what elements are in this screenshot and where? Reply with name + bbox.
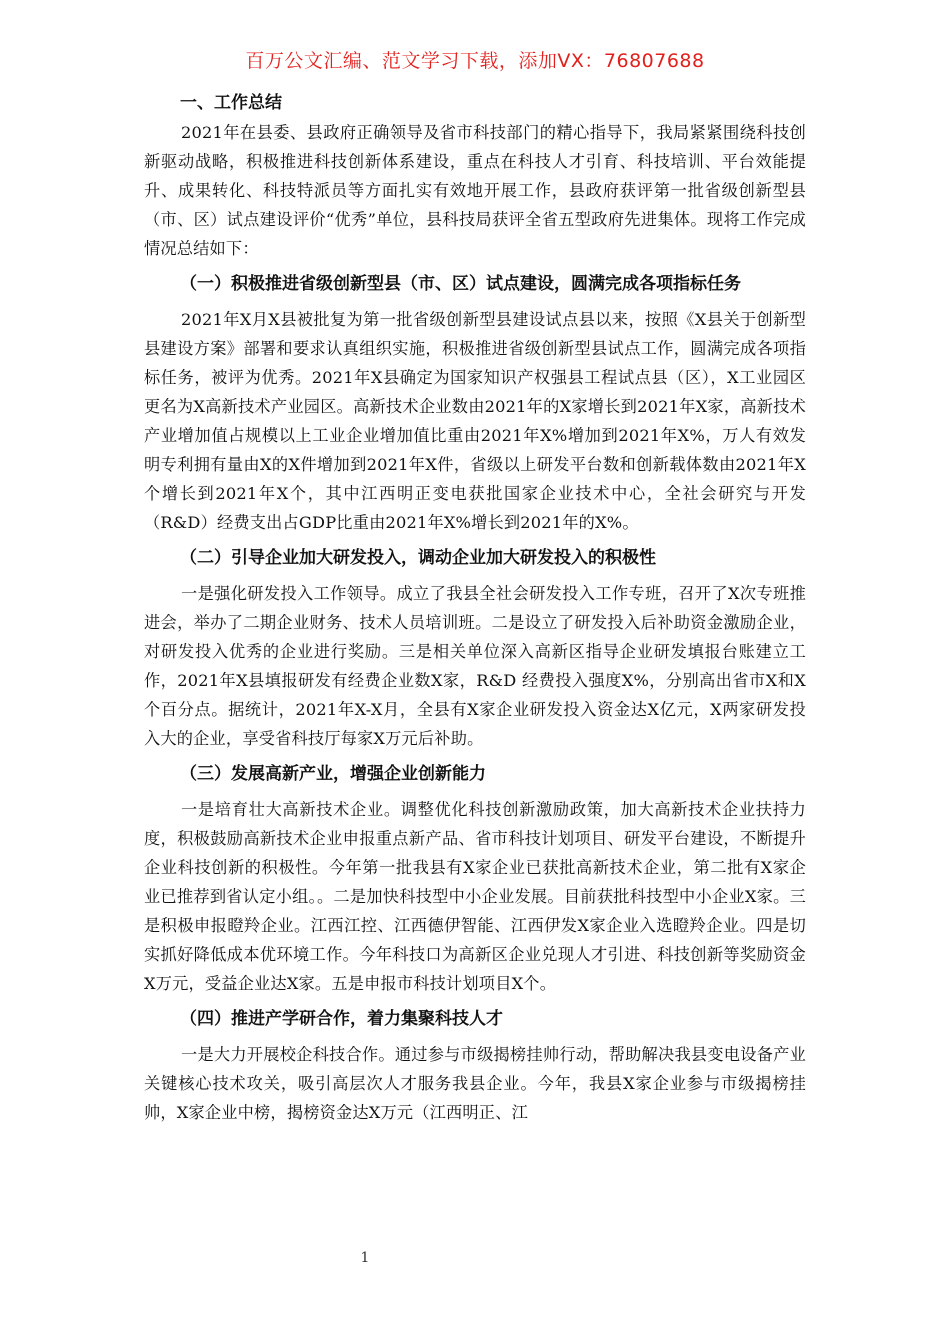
section-body-3: 一是培育壮大高新技术企业。调整优化科技创新激励政策，加大高新技术企业扶持力度，积极鼓励高新技术企业申报重点新产品、省市科技计划项目、研发平台建设，不断提升企业科技创新的积极性。今年第一批我县有X家企业已获批高新技术企业，第二批有X家企业已推荐到省认定小组。。二是加快科技型中小企业发展。目前获批科技型中小企业X家。三是积极申报瞪羚企业。江西江控、江西德伊智能、江西伊发X家企业入选瞪羚企业。四是切实抓好降低成本优环境工作。今年科技口为高新区企业兑现人才引进、科技创新等奖励资金X万元，受益企业达X家。五是申报市科技计划项目X个。: [144, 800, 806, 993]
section-body-4: 一是大力开展校企科技合作。通过参与市级揭榜挂帅行动，帮助解决我县变电设备产业关键核心技术攻关，吸引高层次人才服务我县企业。今年，我县X家企业参与市级揭榜挂帅，X家企业中榜，揭榜资金达X万元（江西明正、江: [144, 1045, 806, 1122]
document-body: [144, 84, 806, 1127]
section-body-1: 2021年X月X县被批复为第一批省级创新型县建设试点县以来，按照《X县关于创新型县建设方案》部署和要求认真组织实施，积极推进省级创新型县试点工作，圆满完成各项指标任务，被评为优秀。2021年X县确定为国家知识产权强县工程试点县（区），X工业园区更名为X高新技术产业园区。高新技术企业数由2021年的X家增长到2021年X家，高新技术产业增加值占规模以上工业企业增加值比重由2021年X%增加到2021年X%，万人有效发明专利拥有量由X的X件增加到2021年X件，省级以上研发平台数和创新载体数由2021年X个增长到2021年X个，其中江西明正变电获批国家企业技术中心，全社会研究与开发（R&D）经费支出占GDP比重由2021年X%增长到2021年的X%。: [144, 310, 806, 532]
section-heading-1: （一）积极推进省级创新型县（市、区）试点建设，圆满完成各项指标任务: [180, 274, 741, 294]
watermark-banner: 百万公文汇编、范文学习下载，添加VX：76807688: [245, 50, 705, 72]
section-body-2: 一是强化研发投入工作领导。成立了我县全社会研发投入工作专班，召开了X次专班推进会，举办了二期企业财务、技术人员培训班。二是设立了研发投入后补助资金激励企业，对研发投入优秀的企业进行奖励。三是相关单位深入高新区指导企业研发填报台账建立工作，2021年X县填报研发有经费企业数X家，R&D 经费投入强度X%，分别高出省市X和X个百分点。据统计，2021年X-X月，全县有X家企业研发投入资金达X亿元，X两家研发投入大的企业，享受省科技厅每家X万元后补助。: [144, 584, 806, 748]
section-heading-4: （四）推进产学研合作，着力集聚科技人才: [180, 1009, 503, 1029]
section-heading-3: （三）发展高新产业，增强企业创新能力: [180, 764, 486, 784]
intro-paragraph: 2021年在县委、县政府正确领导及省市科技部门的精心指导下，我局紧紧围绕科技创新驱动战略，积极推进科技创新体系建设，重点在科技人才引育、科技培训、平台效能提升、成果转化、科技特派员等方面扎实有效地开展工作，县政府获评第一批省级创新型县（市、区）试点建设评价“优秀”单位，县科技局获评全省五型政府先进集体。现将工作完成情况总结如下：: [144, 123, 806, 258]
page-number: 1: [360, 1250, 370, 1266]
section-heading-2: （二）引导企业加大研发投入，调动企业加大研发投入的积极性: [180, 548, 656, 568]
section-title: 一、工作总结: [180, 93, 282, 113]
